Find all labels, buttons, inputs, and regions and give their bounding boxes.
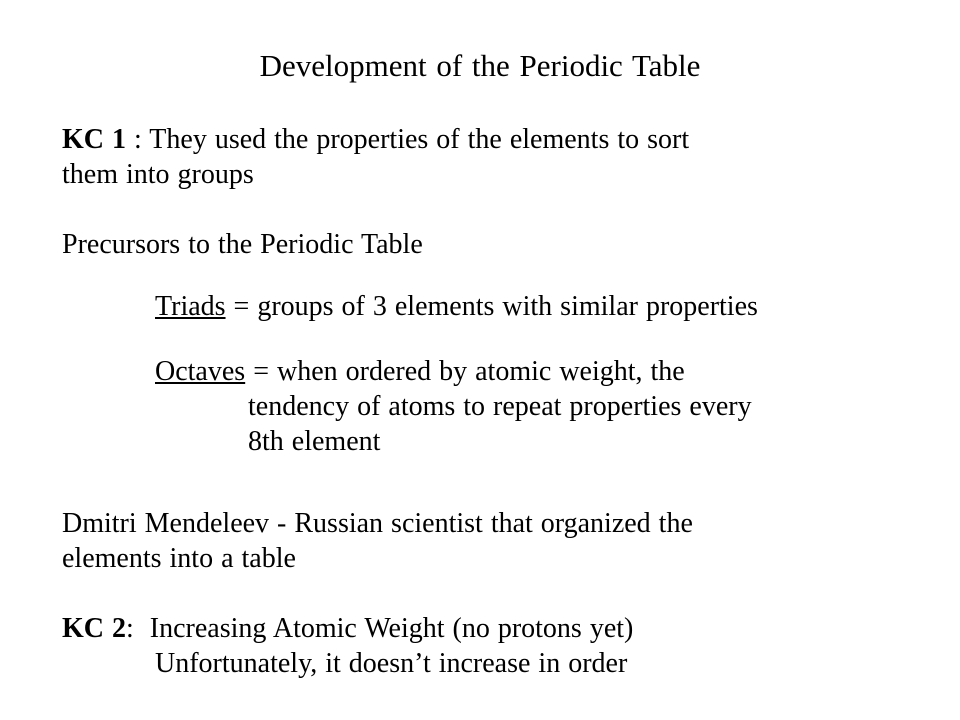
kc1-label: KC 1 (62, 124, 126, 155)
octaves-definition-line2: tendency of atoms to repeat properties every (248, 391, 752, 422)
kc1-text-line2: them into groups (62, 159, 254, 190)
octaves-definition-line3: 8th element (248, 426, 381, 457)
mendeleev-line1: Dmitri Mendeleev - Russian scientist that organized the (62, 508, 693, 539)
precursors-heading: Precursors to the Periodic Table (62, 229, 423, 260)
octaves-item (155, 354, 945, 459)
kc1-text-line1: They used the properties of the elements to sort (149, 124, 690, 155)
slide-title: Development of the Periodic Table (259, 48, 701, 83)
kc2-line2: Unfortunately, it doesn’t increase in order (155, 648, 628, 679)
triads-definition: = groups of 3 elements with similar properties (225, 291, 758, 322)
kc1-paragraph (62, 122, 942, 192)
mendeleev-line2: elements into a table (62, 543, 296, 574)
octaves-term: Octaves (155, 356, 246, 387)
kc2-label: KC 2 (62, 613, 126, 644)
kc1-separator: : (126, 124, 150, 155)
mendeleev-paragraph (62, 506, 942, 576)
kc2-paragraph (62, 611, 942, 681)
triads-term: Triads (155, 291, 226, 322)
kc2-line1: Increasing Atomic Weight (no protons yet) (149, 613, 634, 644)
triads-item (155, 289, 945, 324)
kc2-separator: : (126, 613, 150, 644)
octaves-definition-line1: = when ordered by atomic weight, the (245, 356, 685, 387)
